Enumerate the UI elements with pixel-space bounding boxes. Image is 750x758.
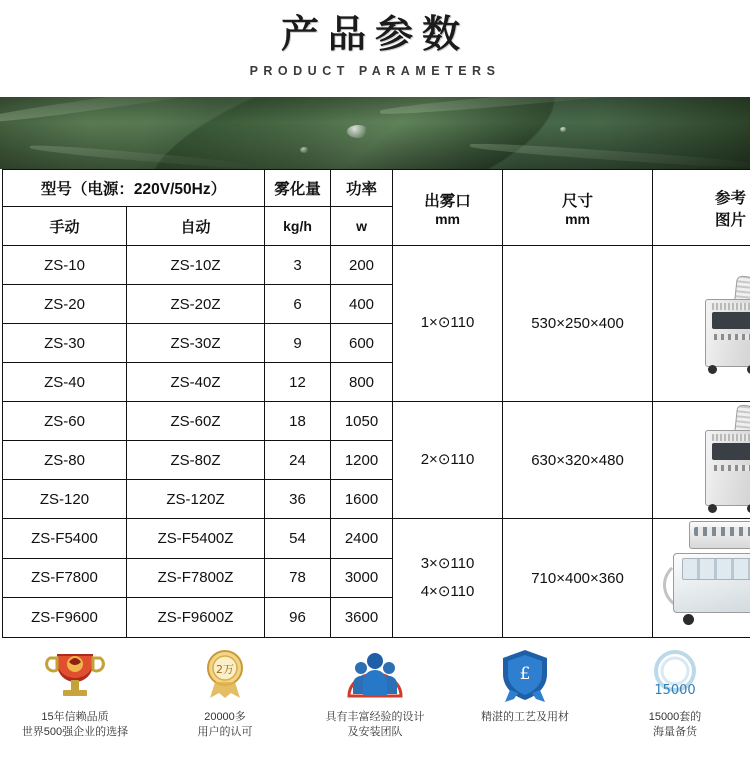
machine-wheel <box>747 504 750 513</box>
header-model-group: 型号（电源：220V/50Hz） <box>3 170 265 207</box>
cell-auto-model: ZS-F7800Z <box>127 558 265 598</box>
cell-power: 1200 <box>331 441 393 480</box>
header-outlet-unit: mm <box>393 211 502 227</box>
machine-knobs <box>694 527 750 536</box>
badge-quality-brand <box>0 644 150 740</box>
machine-control-panel <box>712 312 750 329</box>
badge-caption-line2: 海量备货 <box>600 725 750 740</box>
cell-mist-output: 18 <box>265 402 331 441</box>
outlet-line-1: 3×⊙110 <box>393 550 502 579</box>
header-reference-line1: 参考 <box>653 186 750 208</box>
badge-caption <box>600 710 750 740</box>
header-outlet-label: 出雾口 <box>393 189 502 211</box>
cell-manual-model: ZS-30 <box>3 324 127 363</box>
cell-auto-model: ZS-60Z <box>127 402 265 441</box>
cell-image-group-1 <box>653 246 750 402</box>
badge-caption-line2: 用户的认可 <box>150 725 300 740</box>
cell-manual-model: ZS-20 <box>3 285 127 324</box>
outlet-line-2: 4×⊙110 <box>393 578 502 607</box>
badge-caption <box>150 710 300 740</box>
badge-craftsmanship <box>450 644 600 725</box>
header-reference-image <box>653 170 750 246</box>
badge-caption-line1: 精湛的工艺及用材 <box>450 710 600 725</box>
cell-auto-model: ZS-40Z <box>127 363 265 402</box>
machine-wheel <box>708 504 717 513</box>
header-mist-unit: kg/h <box>265 207 331 246</box>
machine-buttons <box>714 334 750 340</box>
cell-mist-output: 12 <box>265 363 331 402</box>
machine-vents <box>712 303 750 310</box>
badge-caption-line2: 及安装团队 <box>300 725 450 740</box>
cell-auto-model: ZS-30Z <box>127 324 265 363</box>
spec-table <box>2 169 750 638</box>
machine-top-module <box>689 521 750 549</box>
badge-caption <box>0 710 150 740</box>
medal-icon <box>150 644 300 706</box>
cell-manual-model: ZS-F5400 <box>3 519 127 559</box>
cell-power: 3600 <box>331 598 393 638</box>
page-subtitle: PRODUCT PARAMETERS <box>0 64 750 78</box>
shield-letter: £ <box>520 664 531 684</box>
table-header-row <box>3 170 750 207</box>
badge-stock <box>600 644 750 740</box>
cell-outlet-group-2: 2×⊙110 <box>393 402 503 519</box>
cell-auto-model: ZS-10Z <box>127 246 265 285</box>
cell-auto-model: ZS-80Z <box>127 441 265 480</box>
cell-mist-output: 96 <box>265 598 331 638</box>
cell-mist-output: 36 <box>265 480 331 519</box>
stock-ring-icon <box>600 644 750 706</box>
cell-mist-output: 78 <box>265 558 331 598</box>
team-icon <box>300 644 450 706</box>
machine-wheel <box>683 614 694 625</box>
cell-image-group-2 <box>653 402 750 519</box>
stock-number: 15000 <box>654 683 695 698</box>
table-row <box>3 519 750 559</box>
machine-control-panel <box>712 443 750 460</box>
cell-auto-model: ZS-F9600Z <box>127 598 265 638</box>
page-title: 产品参数 <box>0 10 750 58</box>
header-size-unit: mm <box>503 211 652 227</box>
cell-power: 600 <box>331 324 393 363</box>
cell-outlet-group-3 <box>393 519 503 638</box>
cell-manual-model: ZS-F7800 <box>3 558 127 598</box>
cell-power: 400 <box>331 285 393 324</box>
table-row <box>3 246 750 285</box>
cell-auto-model: ZS-F5400Z <box>127 519 265 559</box>
header-power: 功率 <box>331 170 393 207</box>
spec-table-wrapper <box>0 169 750 638</box>
machine-vents <box>712 434 750 441</box>
machine-body <box>705 430 750 506</box>
cell-manual-model: ZS-40 <box>3 363 127 402</box>
header-power-unit: w <box>331 207 393 246</box>
cell-power: 3000 <box>331 558 393 598</box>
badge-experienced-team <box>300 644 450 740</box>
banner-vignette <box>0 97 750 169</box>
medal-number: 2万 <box>216 663 234 676</box>
mist-machine-medium-illustration <box>683 405 750 515</box>
badge-caption <box>450 710 600 725</box>
cell-size-group-2: 630×320×480 <box>503 402 653 519</box>
header-mist-output: 雾化量 <box>265 170 331 207</box>
cell-auto-model: ZS-120Z <box>127 480 265 519</box>
header-reference-line2: 图片 <box>653 208 750 230</box>
cell-mist-output: 24 <box>265 441 331 480</box>
header-size <box>503 170 653 246</box>
cell-power: 2400 <box>331 519 393 559</box>
trust-badges-footer <box>0 638 750 758</box>
machine-wheel <box>747 365 750 374</box>
cell-mist-output: 54 <box>265 519 331 559</box>
badge-caption-line1: 具有丰富经验的设计 <box>300 710 450 725</box>
cell-size-group-1: 530×250×400 <box>503 246 653 402</box>
cell-mist-output: 6 <box>265 285 331 324</box>
cell-manual-model: ZS-60 <box>3 402 127 441</box>
badge-caption-line1: 20000多 <box>150 710 300 725</box>
cell-power: 1050 <box>331 402 393 441</box>
cell-manual-model: ZS-10 <box>3 246 127 285</box>
badge-caption-line2: 世界500强企业的选择 <box>0 725 150 740</box>
badge-caption-line1: 15000套的 <box>600 710 750 725</box>
header-manual: 手动 <box>3 207 127 246</box>
cell-manual-model: ZS-80 <box>3 441 127 480</box>
mist-machine-small-illustration <box>683 272 750 376</box>
trophy-icon <box>0 644 150 706</box>
header-outlet <box>393 170 503 246</box>
cell-mist-output: 3 <box>265 246 331 285</box>
badge-caption <box>300 710 450 740</box>
machine-water-tanks <box>682 558 750 580</box>
cell-power: 1600 <box>331 480 393 519</box>
badge-user-count <box>150 644 300 740</box>
table-row <box>3 402 750 441</box>
cell-size-group-3: 710×400×360 <box>503 519 653 638</box>
badge-caption-line1: 15年信赖品质 <box>0 710 150 725</box>
header-size-label: 尺寸 <box>503 189 652 211</box>
cell-auto-model: ZS-20Z <box>127 285 265 324</box>
header-auto: 自动 <box>127 207 265 246</box>
machine-wheel <box>708 365 717 374</box>
cell-power: 200 <box>331 246 393 285</box>
page-header <box>0 0 750 97</box>
cell-power: 800 <box>331 363 393 402</box>
cell-manual-model: ZS-F9600 <box>3 598 127 638</box>
machine-buttons <box>714 465 750 471</box>
machine-body <box>705 299 750 367</box>
cell-mist-output: 9 <box>265 324 331 363</box>
cell-manual-model: ZS-120 <box>3 480 127 519</box>
cell-image-group-3 <box>653 519 750 638</box>
leaf-banner-image <box>0 97 750 169</box>
machine-base <box>673 553 750 613</box>
mist-machine-large-illustration <box>661 519 750 637</box>
quality-shield-icon <box>450 644 600 706</box>
cell-outlet-group-1: 1×⊙110 <box>393 246 503 402</box>
